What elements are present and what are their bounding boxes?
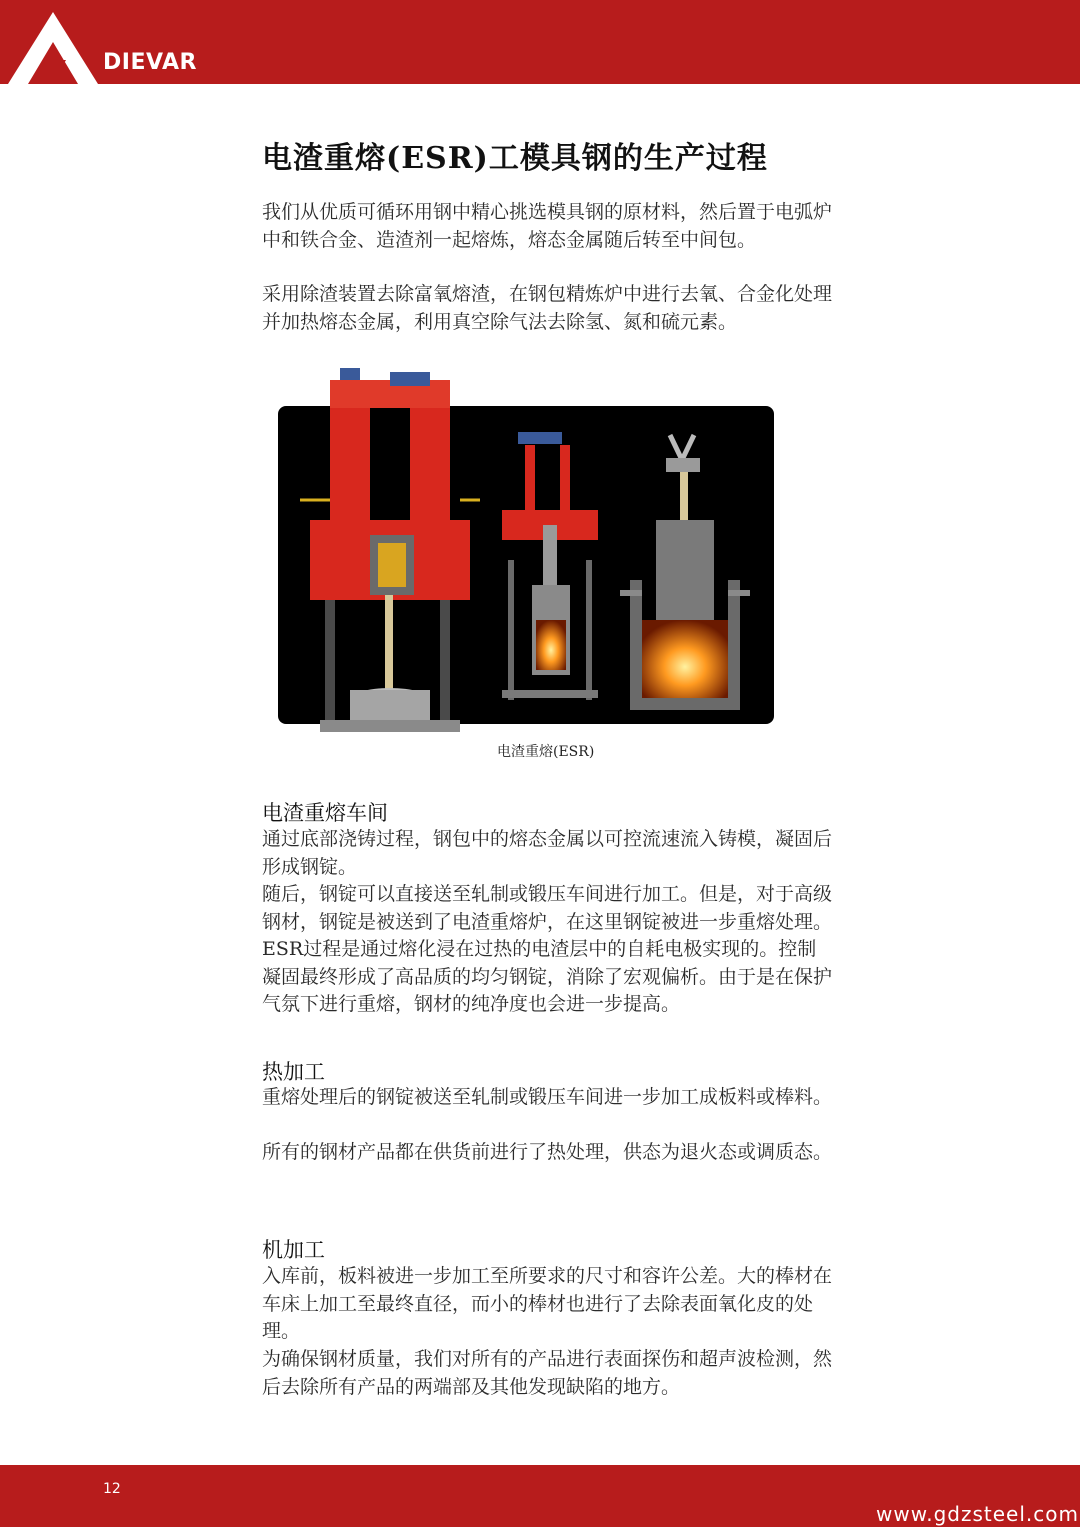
section-2-paragraph-2: 所有的钢材产品都在供货前进行了热处理，供态为退火态或调质态。: [262, 1141, 833, 1163]
page-title: 电渣重熔(ESR)工模具钢的生产过程: [262, 141, 768, 176]
intro-paragraph-2: 采用除渣装置去除富氧熔渣，在钢包精炼炉中进行去氧、合金化处理并加热熔态金属，利用真空除气法去除氢、氮和硫元素。: [262, 283, 833, 333]
section-3-paragraph-2: 为确保钢材质量，我们对所有的产品进行表面探伤和超声波检测，然后去除所有产品的两端部及其他发现缺陷的地方。: [262, 1348, 833, 1398]
figure-caption: 电渣重熔(ESR): [497, 744, 595, 760]
esr-furnace-illustration: [270, 360, 790, 750]
section-1-paragraph-2: 随后，钢锭可以直接送至轧制或锻压车间进行加工。但是，对于高级钢材，钢锭是被送到了电渣重熔炉，在这里钢锭被进一步重熔处理。ESR过程是通过熔化浸在过热的电渣层中的自耗电极实现的。控制凝固最终形成了高品质的均匀钢锭，消除了宏观偏析。由于是在保护气氛下进行重熔，钢材的纯净度也会进一步提高。: [262, 883, 833, 1015]
section-heading-esr-workshop: 电渣重熔车间: [262, 801, 388, 825]
section-2-paragraph-1: 重熔处理后的钢锭被送至轧制或锻压车间进一步加工成板料或棒料。: [262, 1086, 833, 1108]
intro-paragraph-1: 我们从优质可循环用钢中精心挑选模具钢的原材料，然后置于电弧炉中和铁合金、造渣剂一起熔炼，熔态金属随后转至中间包。: [262, 201, 833, 251]
watermark-url: www.gdzsteel.com: [876, 1502, 1079, 1526]
dievar-logo-icon: [8, 12, 98, 84]
esr-cross-section-icon: [620, 435, 750, 710]
large-esr-furnace-icon: [300, 368, 480, 732]
section-1-paragraph-1: 通过底部浇铸过程，钢包中的熔态金属以可控流速流入铸模，凝固后形成钢锭。: [262, 828, 833, 878]
page-number: 12: [103, 1481, 121, 1497]
section-heading-hot-working: 热加工: [262, 1060, 325, 1084]
section-heading-machining: 机加工: [262, 1238, 325, 1262]
section-3-paragraph-1: 入库前，板料被进一步加工至所要求的尺寸和容许公差。大的棒材在车床上加工至最终直径，而小的棒材也进行了去除表面氧化皮的处理。: [262, 1265, 833, 1342]
medium-esr-furnace-icon: [502, 432, 598, 700]
brand-name: DIEVAR: [103, 50, 197, 75]
